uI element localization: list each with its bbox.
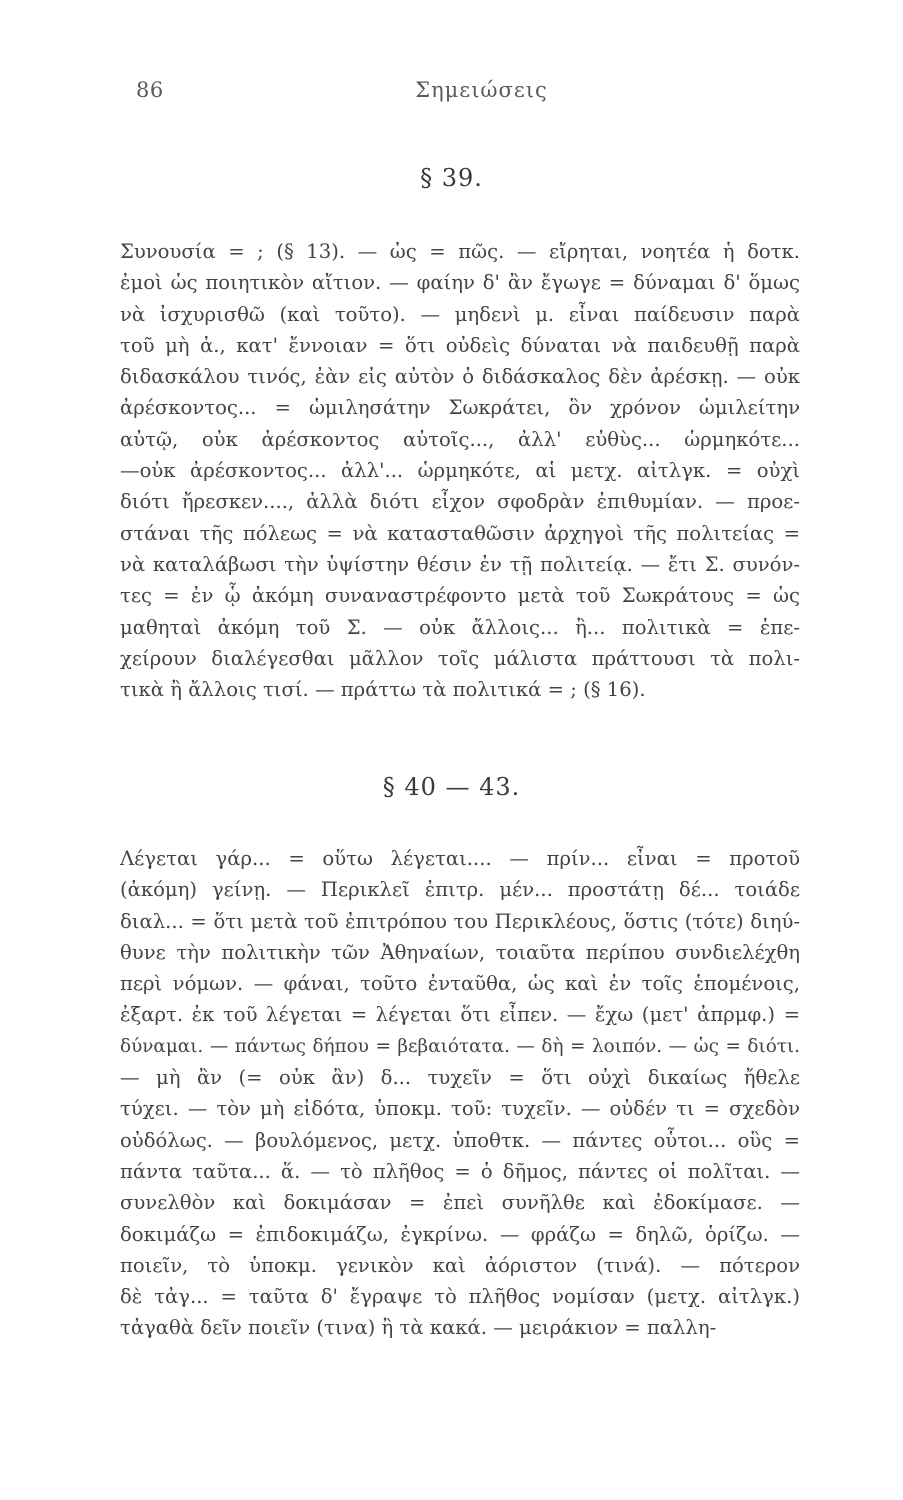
- text-line: τἀγαθὰ δεῖν ποιεῖν (τινα) ἢ τὰ κακά. — μειράκιον = παλλη-: [120, 1316, 717, 1340]
- text-line: ἐξαρτ. ἐκ τοῦ λέγεται = λέγεται ὅτι εἶπεν. — ἔχω (μετ' ἀπρμφ.) =: [120, 1003, 800, 1027]
- text-line: τες = ἐν ᾧ ἀκόμη συναναστρέφοντο μετὰ τοῦ Σωκράτους = ὡς: [120, 584, 800, 608]
- text-line: Συνουσία = ; (§ 13). — ὡς = πῶς. — εἴρηται, νοητέα ἡ δοτκ.: [120, 240, 800, 263]
- text-line: ἀρέσκοντος... = ὡμιλησάτην Σωκράτει, ὃν χρόνον ὡμιλείτην: [120, 396, 800, 420]
- text-line: χείρουν διαλέγεσθαι μᾶλλον τοῖς μάλιστα πράττουσι τὰ πολι-: [120, 646, 800, 670]
- text-line: τύχει. — τὸν μὴ εἰδότα, ὑποκμ. τοῦ: τυχεῖν. — οὐδέν τι = σχεδὸν: [120, 1097, 800, 1121]
- running-title: Σημειώσεις: [415, 78, 548, 102]
- text-line: Λέγεται γάρ... = οὕτω λέγεται.... — πρίν... εἶναι = προτοῦ: [120, 847, 800, 870]
- text-line: τοῦ μὴ ἀ., κατ' ἔννοιαν = ὅτι οὐδεὶς δύναται νὰ παιδευθῇ παρὰ: [120, 333, 800, 357]
- text-line: διδασκάλου τινός, ἐὰν εἰς αὐτὸν ὁ διδάσκαλος δὲν ἀρέσκῃ. — οὐκ: [120, 365, 800, 389]
- text-line: τικὰ ἢ ἄλλοις τισί. — πράττω τὰ πολιτικά = ; (§ 16).: [120, 678, 646, 702]
- text-line: — μὴ ἂν (= οὐκ ἂν) δ... τυχεῖν = ὅτι οὐχὶ δικαίως ἤθελε: [120, 1066, 800, 1090]
- text-line: δὲ τἀγ... = ταῦτα δ' ἔγραψε τὸ πλῆθος νομίσαν (μετχ. αἰτλγκ.): [120, 1285, 800, 1309]
- text-line: συνελθὸν καὶ δοκιμάσαν = ἐπεὶ συνῆλθε καὶ ἐδοκίμασε. —: [120, 1191, 800, 1215]
- text-line: περὶ νόμων. — φάναι, τοῦτο ἐνταῦθα, ὡς καὶ ἐν τοῖς ἑπομένοις,: [120, 972, 800, 996]
- text-line: μαθηταὶ ἀκόμη τοῦ Σ. — οὐκ ἄλλοις... ἢ... πολιτικὰ = ἐπε-: [120, 615, 800, 639]
- text-line: νὰ καταλάβωσι τὴν ὑψίστην θέσιν ἐν τῇ πολιτείᾳ. — ἔτι Σ. συνόν-: [120, 552, 800, 576]
- text-line: πάντα ταῦτα... ἅ. — τὸ πλῆθος = ὁ δῆμος, πάντες οἱ πολῖται. —: [120, 1159, 800, 1183]
- text-line: διαλ... = ὅτι μετὰ τοῦ ἐπιτρόπου του Περικλέους, ὅστις (τότε) διηύ-: [120, 909, 800, 933]
- text-line: αὐτῷ, οὐκ ἀρέσκοντος αὐτοῖς..., ἀλλ' εὐθὺς... ὡρμηκότε...: [120, 427, 800, 451]
- page-number: 86: [136, 78, 164, 102]
- text-line: στάναι τῆς πόλεως = νὰ κατασταθῶσιν ἀρχηγοὶ τῆς πολιτείας =: [120, 521, 800, 545]
- text-line: θυνε τὴν πολιτικὴν τῶν Ἀθηναίων, τοιαῦτα περίπου συνδιελέχθη: [120, 940, 800, 964]
- text-line: διότι ἤρεσκεν...., ἀλλὰ διότι εἶχον σφοδρὰν ἐπιθυμίαν. — προε-: [120, 490, 800, 514]
- text-line: ἐμοὶ ὡς ποιητικὸν αἴτιον. — φαίην δ' ἂν ἔγωγε = δύναμαι δ' ὅμως: [120, 271, 800, 295]
- text-line: —οὐκ ἀρέσκοντος... ἀλλ'... ὡρμηκότε, αἱ μετχ. αἰτλγκ. = οὐχὶ: [120, 459, 800, 483]
- text-line: ποιεῖν, τὸ ὑποκμ. γενικὸν καὶ ἀόριστον (τινά). — πότερον: [120, 1253, 800, 1277]
- section-40-43-text: [120, 843, 800, 1344]
- text-line: (ἀκόμη) γείνῃ. — Περικλεῖ ἐπιτρ. μέν... προστάτῃ δέ... τοιάδε: [120, 878, 800, 902]
- text-line: οὐδόλως. — βουλόμενος, μετχ. ὑποθτκ. — πάντες οὗτοι... οὓς =: [120, 1128, 800, 1152]
- section-39-text: [120, 236, 800, 705]
- section-heading-40-43: § 40 — 43.: [382, 773, 521, 801]
- text-line: νὰ ἰσχυρισθῶ (καὶ τοῦτο). — μηδενὶ μ. εἶναι παίδευσιν παρὰ: [120, 302, 800, 326]
- text-line: δοκιμάζω = ἐπιδοκιμάζω, ἐγκρίνω. — φράζω = δηλῶ, ὁρίζω. —: [120, 1222, 800, 1246]
- page-header: [0, 72, 903, 112]
- section-heading-39: § 39.: [420, 164, 483, 192]
- text-line: δύναμαι. — πάντως δήπου = βεβαιότατα. — δὴ = λοιπόν. — ὡς = διότι.: [120, 1035, 800, 1057]
